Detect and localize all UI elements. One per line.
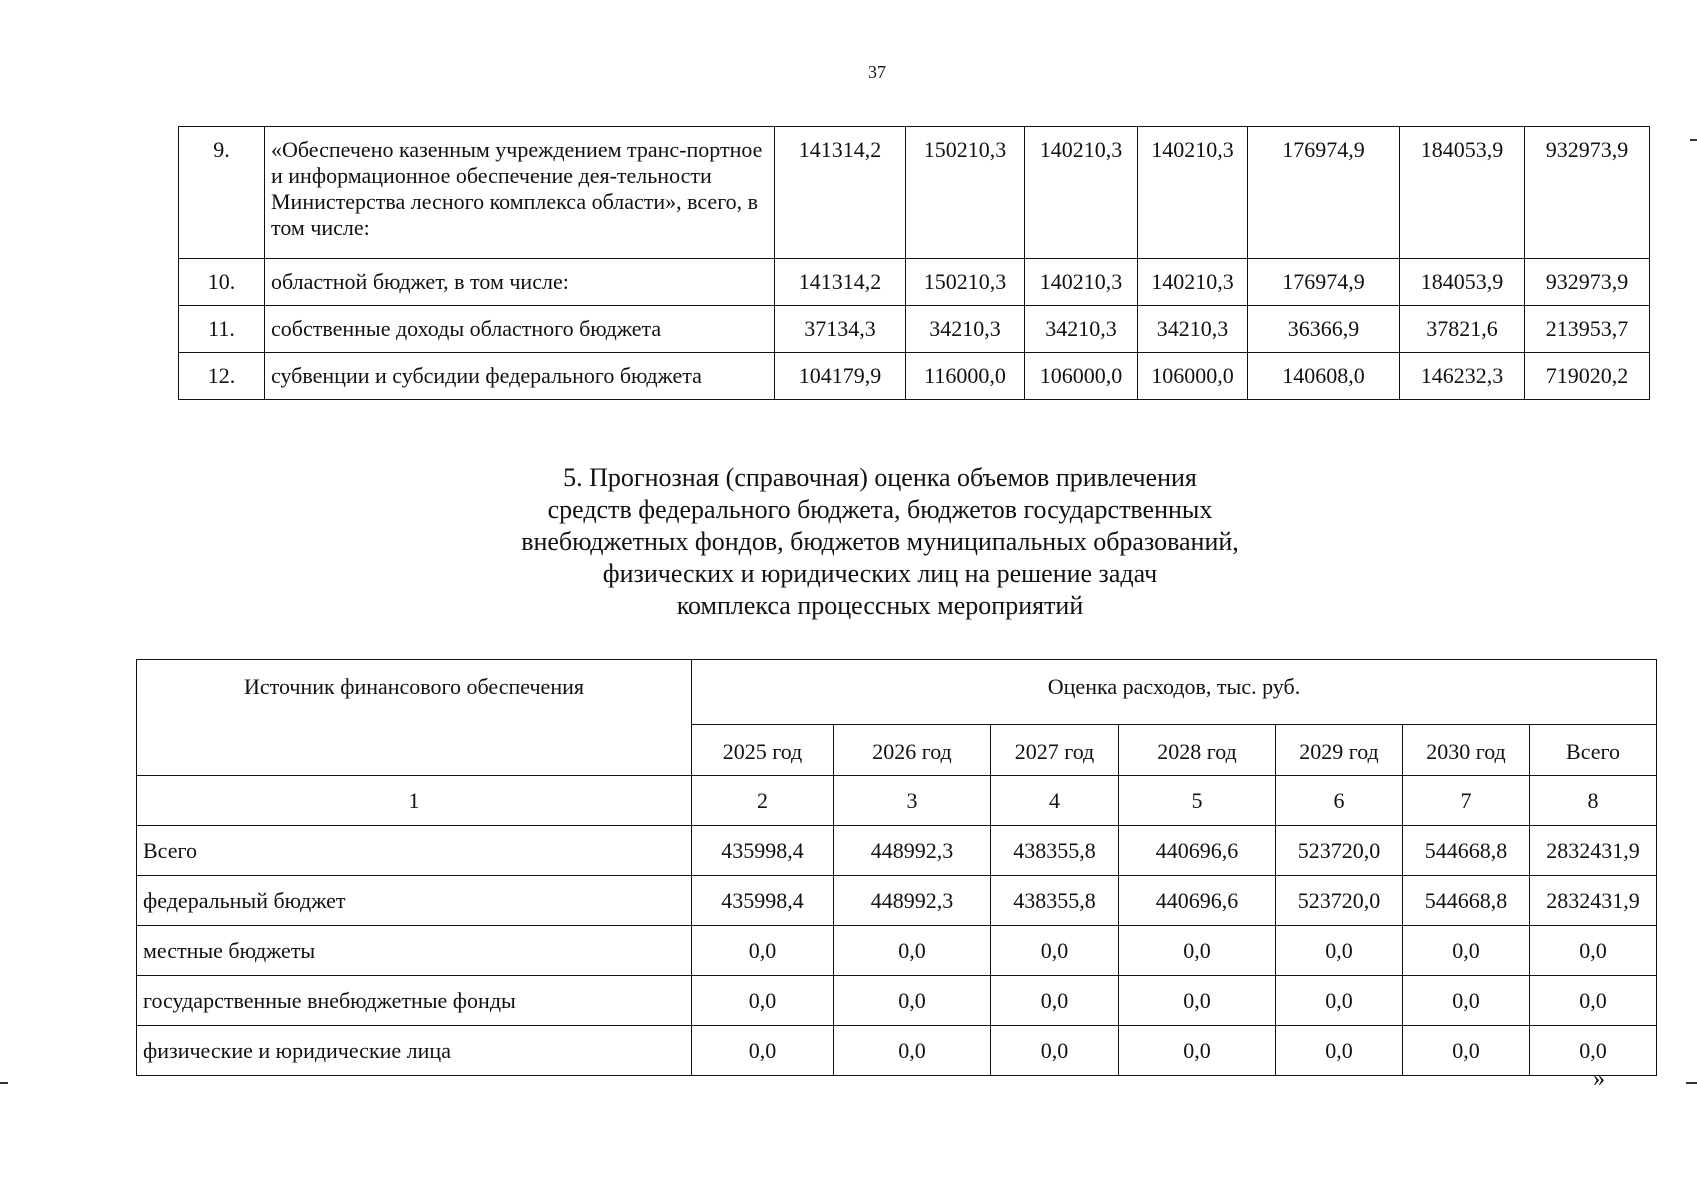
- table-row: [137, 876, 1657, 926]
- header-source: Источник финансового обеспечения: [137, 660, 692, 776]
- value-cell: 140608,0: [1248, 353, 1400, 400]
- value-cell: 544668,8: [1403, 826, 1530, 876]
- table-row: [179, 259, 1650, 306]
- value-cell: 184053,9: [1400, 259, 1525, 306]
- value-cell: 116000,0: [906, 353, 1025, 400]
- value-cell: 544668,8: [1403, 876, 1530, 926]
- value-cell: 438355,8: [991, 826, 1119, 876]
- row-description: областной бюджет, в том числе:: [265, 259, 775, 306]
- value-cell: 150210,3: [906, 127, 1025, 259]
- value-cell: 0,0: [1119, 926, 1276, 976]
- row-number: 11.: [179, 306, 265, 353]
- row-number: 10.: [179, 259, 265, 306]
- value-cell: 0,0: [1276, 1026, 1403, 1076]
- value-cell: 0,0: [834, 1026, 991, 1076]
- value-cell: 719020,2: [1525, 353, 1650, 400]
- value-cell: 176974,9: [1248, 127, 1400, 259]
- table-row: [137, 926, 1657, 976]
- header-year: 2026 год: [834, 725, 991, 776]
- value-cell: 448992,3: [834, 876, 991, 926]
- column-number: 5: [1119, 776, 1276, 826]
- value-cell: 140210,3: [1138, 127, 1248, 259]
- source-label: физические и юридические лица: [137, 1026, 692, 1076]
- value-cell: 0,0: [991, 1026, 1119, 1076]
- column-number: 2: [692, 776, 834, 826]
- value-cell: 0,0: [692, 976, 834, 1026]
- scan-edge-mark: [1686, 1082, 1697, 1084]
- column-number: 6: [1276, 776, 1403, 826]
- closing-quote: »: [1593, 1066, 1605, 1092]
- value-cell: 0,0: [1530, 1026, 1657, 1076]
- funding-table-continued: [178, 126, 1650, 400]
- section-title-line: физических и юридических лиц на решение задач: [602, 559, 1158, 588]
- value-cell: 0,0: [1403, 926, 1530, 976]
- value-cell: 0,0: [991, 976, 1119, 1026]
- value-cell: 213953,7: [1525, 306, 1650, 353]
- value-cell: 37134,3: [775, 306, 906, 353]
- value-cell: 448992,3: [834, 826, 991, 876]
- section-title-line: комплекса процессных мероприятий: [676, 591, 1084, 620]
- section-title: [440, 462, 1320, 622]
- value-cell: 523720,0: [1276, 876, 1403, 926]
- header-estimate: Оценка расходов, тыс. руб.: [692, 660, 1657, 725]
- section-title-line: 5. Прогнозная (справочная) оценка объемов привлечения: [563, 463, 1197, 492]
- row-number: 9.: [179, 127, 265, 259]
- column-number: 7: [1403, 776, 1530, 826]
- forecast-funding-table: [136, 659, 1657, 1076]
- value-cell: 932973,9: [1525, 127, 1650, 259]
- value-cell: 34210,3: [906, 306, 1025, 353]
- table-row: [137, 1026, 1657, 1076]
- header-year: 2029 год: [1276, 725, 1403, 776]
- value-cell: 37821,6: [1400, 306, 1525, 353]
- section-title-line: внебюджетных фондов, бюджетов муниципальных образований,: [521, 527, 1239, 556]
- value-cell: 106000,0: [1025, 353, 1138, 400]
- value-cell: 0,0: [1530, 926, 1657, 976]
- value-cell: 150210,3: [906, 259, 1025, 306]
- header-total: Всего: [1530, 725, 1657, 776]
- value-cell: 0,0: [1530, 976, 1657, 1026]
- value-cell: 0,0: [1276, 976, 1403, 1026]
- table-row: [179, 306, 1650, 353]
- header-year: 2028 год: [1119, 725, 1276, 776]
- row-description: собственные доходы областного бюджета: [265, 306, 775, 353]
- header-year: 2027 год: [991, 725, 1119, 776]
- value-cell: 0,0: [834, 926, 991, 976]
- column-number: 8: [1530, 776, 1657, 826]
- page-number: 37: [868, 62, 886, 82]
- value-cell: 2832431,9: [1530, 876, 1657, 926]
- section-title-line: средств федерального бюджета, бюджетов государственных: [547, 495, 1213, 524]
- row-description: субвенции и субсидии федерального бюджета: [265, 353, 775, 400]
- column-number: 3: [834, 776, 991, 826]
- value-cell: 140210,3: [1025, 127, 1138, 259]
- header-year: 2030 год: [1403, 725, 1530, 776]
- value-cell: 440696,6: [1119, 876, 1276, 926]
- value-cell: 435998,4: [692, 876, 834, 926]
- value-cell: 34210,3: [1025, 306, 1138, 353]
- value-cell: 140210,3: [1138, 259, 1248, 306]
- table-row: [137, 976, 1657, 1026]
- value-cell: 0,0: [1119, 976, 1276, 1026]
- scan-edge-mark: [0, 1082, 8, 1084]
- value-cell: 440696,6: [1119, 826, 1276, 876]
- source-label: Всего: [137, 826, 692, 876]
- value-cell: 176974,9: [1248, 259, 1400, 306]
- value-cell: 0,0: [1276, 926, 1403, 976]
- value-cell: 0,0: [692, 926, 834, 976]
- value-cell: 0,0: [834, 976, 991, 1026]
- source-label: государственные внебюджетные фонды: [137, 976, 692, 1026]
- scan-edge-mark: [1690, 139, 1697, 141]
- table-row: [179, 353, 1650, 400]
- value-cell: 140210,3: [1025, 259, 1138, 306]
- value-cell: 0,0: [1403, 1026, 1530, 1076]
- row-number: 12.: [179, 353, 265, 400]
- value-cell: 141314,2: [775, 127, 906, 259]
- header-year: 2025 год: [692, 725, 834, 776]
- value-cell: 0,0: [1403, 976, 1530, 1026]
- value-cell: 106000,0: [1138, 353, 1248, 400]
- value-cell: 435998,4: [692, 826, 834, 876]
- value-cell: 932973,9: [1525, 259, 1650, 306]
- value-cell: 184053,9: [1400, 127, 1525, 259]
- value-cell: 2832431,9: [1530, 826, 1657, 876]
- table-row: [179, 127, 1650, 259]
- value-cell: 523720,0: [1276, 826, 1403, 876]
- value-cell: 141314,2: [775, 259, 906, 306]
- source-label: федеральный бюджет: [137, 876, 692, 926]
- value-cell: 438355,8: [991, 876, 1119, 926]
- value-cell: 34210,3: [1138, 306, 1248, 353]
- column-number-row: [137, 776, 1657, 826]
- value-cell: 36366,9: [1248, 306, 1400, 353]
- row-description: «Обеспечено казенным учреждением транс-портное и информационное обеспечение дея-тельности Министерства лесного комплекса области», всего, в том числе:: [265, 127, 775, 259]
- column-number: 1: [137, 776, 692, 826]
- value-cell: 0,0: [692, 1026, 834, 1076]
- column-number: 4: [991, 776, 1119, 826]
- value-cell: 0,0: [1119, 1026, 1276, 1076]
- table-header-row: [137, 660, 1657, 725]
- table-row: [137, 826, 1657, 876]
- source-label: местные бюджеты: [137, 926, 692, 976]
- value-cell: 146232,3: [1400, 353, 1525, 400]
- value-cell: 104179,9: [775, 353, 906, 400]
- value-cell: 0,0: [991, 926, 1119, 976]
